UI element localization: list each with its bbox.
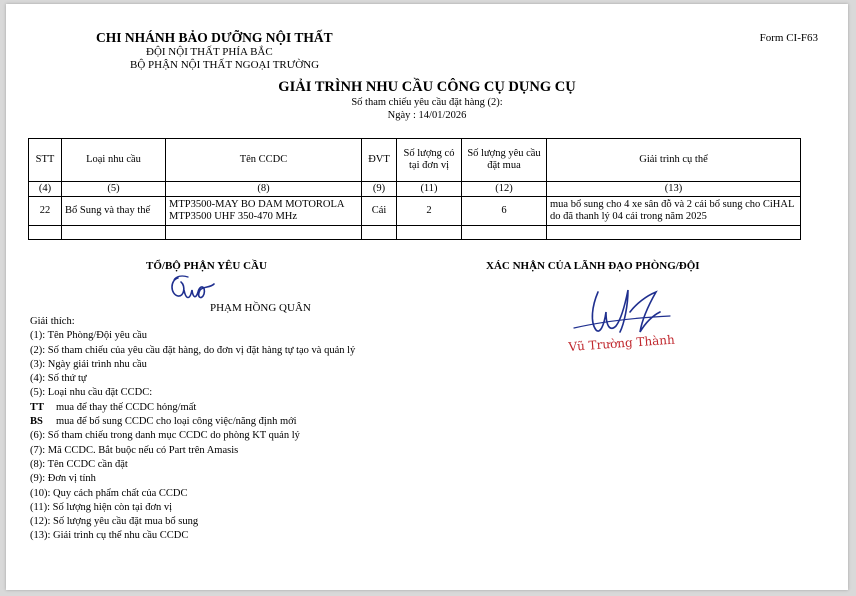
document-title: GIẢI TRÌNH NHU CẦU CÔNG CỤ DỤNG CỤ <box>278 79 576 95</box>
notes-section <box>30 315 355 544</box>
cell-qty-requested: 6 <box>462 197 547 226</box>
request-table <box>28 138 801 240</box>
code-cell: (5) <box>62 182 166 197</box>
form-code: Form CI-F63 <box>759 32 818 44</box>
code-cell: (13) <box>547 182 801 197</box>
cell-qty-available: 2 <box>397 197 462 226</box>
note-code: BS <box>30 416 43 428</box>
note-line: (9): Đơn vị tính <box>30 473 96 485</box>
note-line: (1): Tên Phòng/Đội yêu cầu <box>30 330 148 342</box>
document-page <box>6 4 848 590</box>
table-row <box>29 197 801 226</box>
note-code-text: mua để bổ sung CCDC cho loại công việc/năng định mới <box>56 416 297 428</box>
table-code-row <box>29 182 801 197</box>
note-line: (5): Loại nhu cầu đặt CCDC: <box>30 387 153 399</box>
code-cell: (11) <box>397 182 462 197</box>
table-header-row <box>29 139 801 182</box>
note-code-line <box>30 401 355 415</box>
cell-type: Bổ Sung và thay thế <box>62 197 166 226</box>
note-line: (4): Số thứ tự <box>30 373 87 385</box>
header-qty-available: Số lượng có tại đơn vị <box>397 139 462 182</box>
requester-signature <box>166 272 222 306</box>
requester-label: TỔ/BỘ PHẬN YÊU CẦU <box>146 260 267 272</box>
code-cell: (12) <box>462 182 547 197</box>
note-line: (12): Số lượng yêu cầu đặt mua bổ sung <box>30 516 199 528</box>
cell-stt: 22 <box>29 197 62 226</box>
header-tool-name: Tên CCDC <box>166 139 362 182</box>
note-line: (2): Số tham chiếu của yêu cầu đặt hàng, do đơn vị đặt hàng tự tạo và quản lý <box>30 344 356 356</box>
notes-title: Giải thích: <box>30 316 75 327</box>
cell-explanation: mua bổ sung cho 4 xe sân đỗ và 2 cái bổ sung cho CiHAL do đã thanh lý 04 cái trong năm 2025 <box>547 197 801 226</box>
requester-name: PHẠM HỒNG QUÂN <box>210 302 311 314</box>
cell-tool-name: MTP3500-MAY BO DAM MOTOROLA MTP3500 UHF 350-470 MHz <box>166 197 362 226</box>
note-line: (8): Tên CCDC cần đặt <box>30 458 128 470</box>
header-stt: STT <box>29 139 62 182</box>
approver-name: Vũ Trường Thành <box>568 332 676 354</box>
cell-unit: Cái <box>362 197 397 226</box>
header-explanation: Giải trình cụ thể <box>547 139 801 182</box>
note-line: (11): Số lượng hiện còn tại đơn vị <box>30 501 173 513</box>
code-cell: (4) <box>29 182 62 197</box>
header-qty-requested: Số lượng yêu cầu đặt mua <box>462 139 547 182</box>
org-division: ĐỘI NỘI THẤT PHÍA BẮC <box>146 46 273 58</box>
code-cell: (9) <box>362 182 397 197</box>
note-code-line <box>30 415 355 429</box>
note-line: (6): Số tham chiếu trong danh mục CCDC do phòng KT quản lý <box>30 430 300 442</box>
date-line: Ngày : 14/01/2026 <box>387 110 467 121</box>
note-line: (13): Giải trình cụ thể nhu cầu CCDC <box>30 530 189 542</box>
org-name: CHI NHÁNH BẢO DƯỠNG NỘI THẤT <box>96 30 333 45</box>
reference-line: Số tham chiếu yêu cầu đặt hàng (2): <box>351 97 503 108</box>
note-code: TT <box>30 401 45 413</box>
note-line: (7): Mã CCDC. Bắt buộc nếu có Part trên Amasis <box>30 444 239 456</box>
code-cell: (8) <box>166 182 362 197</box>
header-unit: ĐVT <box>362 139 397 182</box>
approver-label: XÁC NHẬN CỦA LÃNH ĐẠO PHÒNG/ĐỘI <box>486 260 700 272</box>
org-department: BỘ PHẬN NỘI THẤT NGOẠI TRƯỜNG <box>130 59 320 71</box>
note-line: (3): Ngày giải trình nhu cầu <box>30 358 147 370</box>
header-type: Loại nhu cầu <box>62 139 166 182</box>
note-code-text: mua để thay thế CCDC hỏng/mất <box>56 401 197 413</box>
table-row-empty <box>29 226 801 240</box>
note-line: (10): Quy cách phẩm chất của CCDC <box>30 487 188 499</box>
